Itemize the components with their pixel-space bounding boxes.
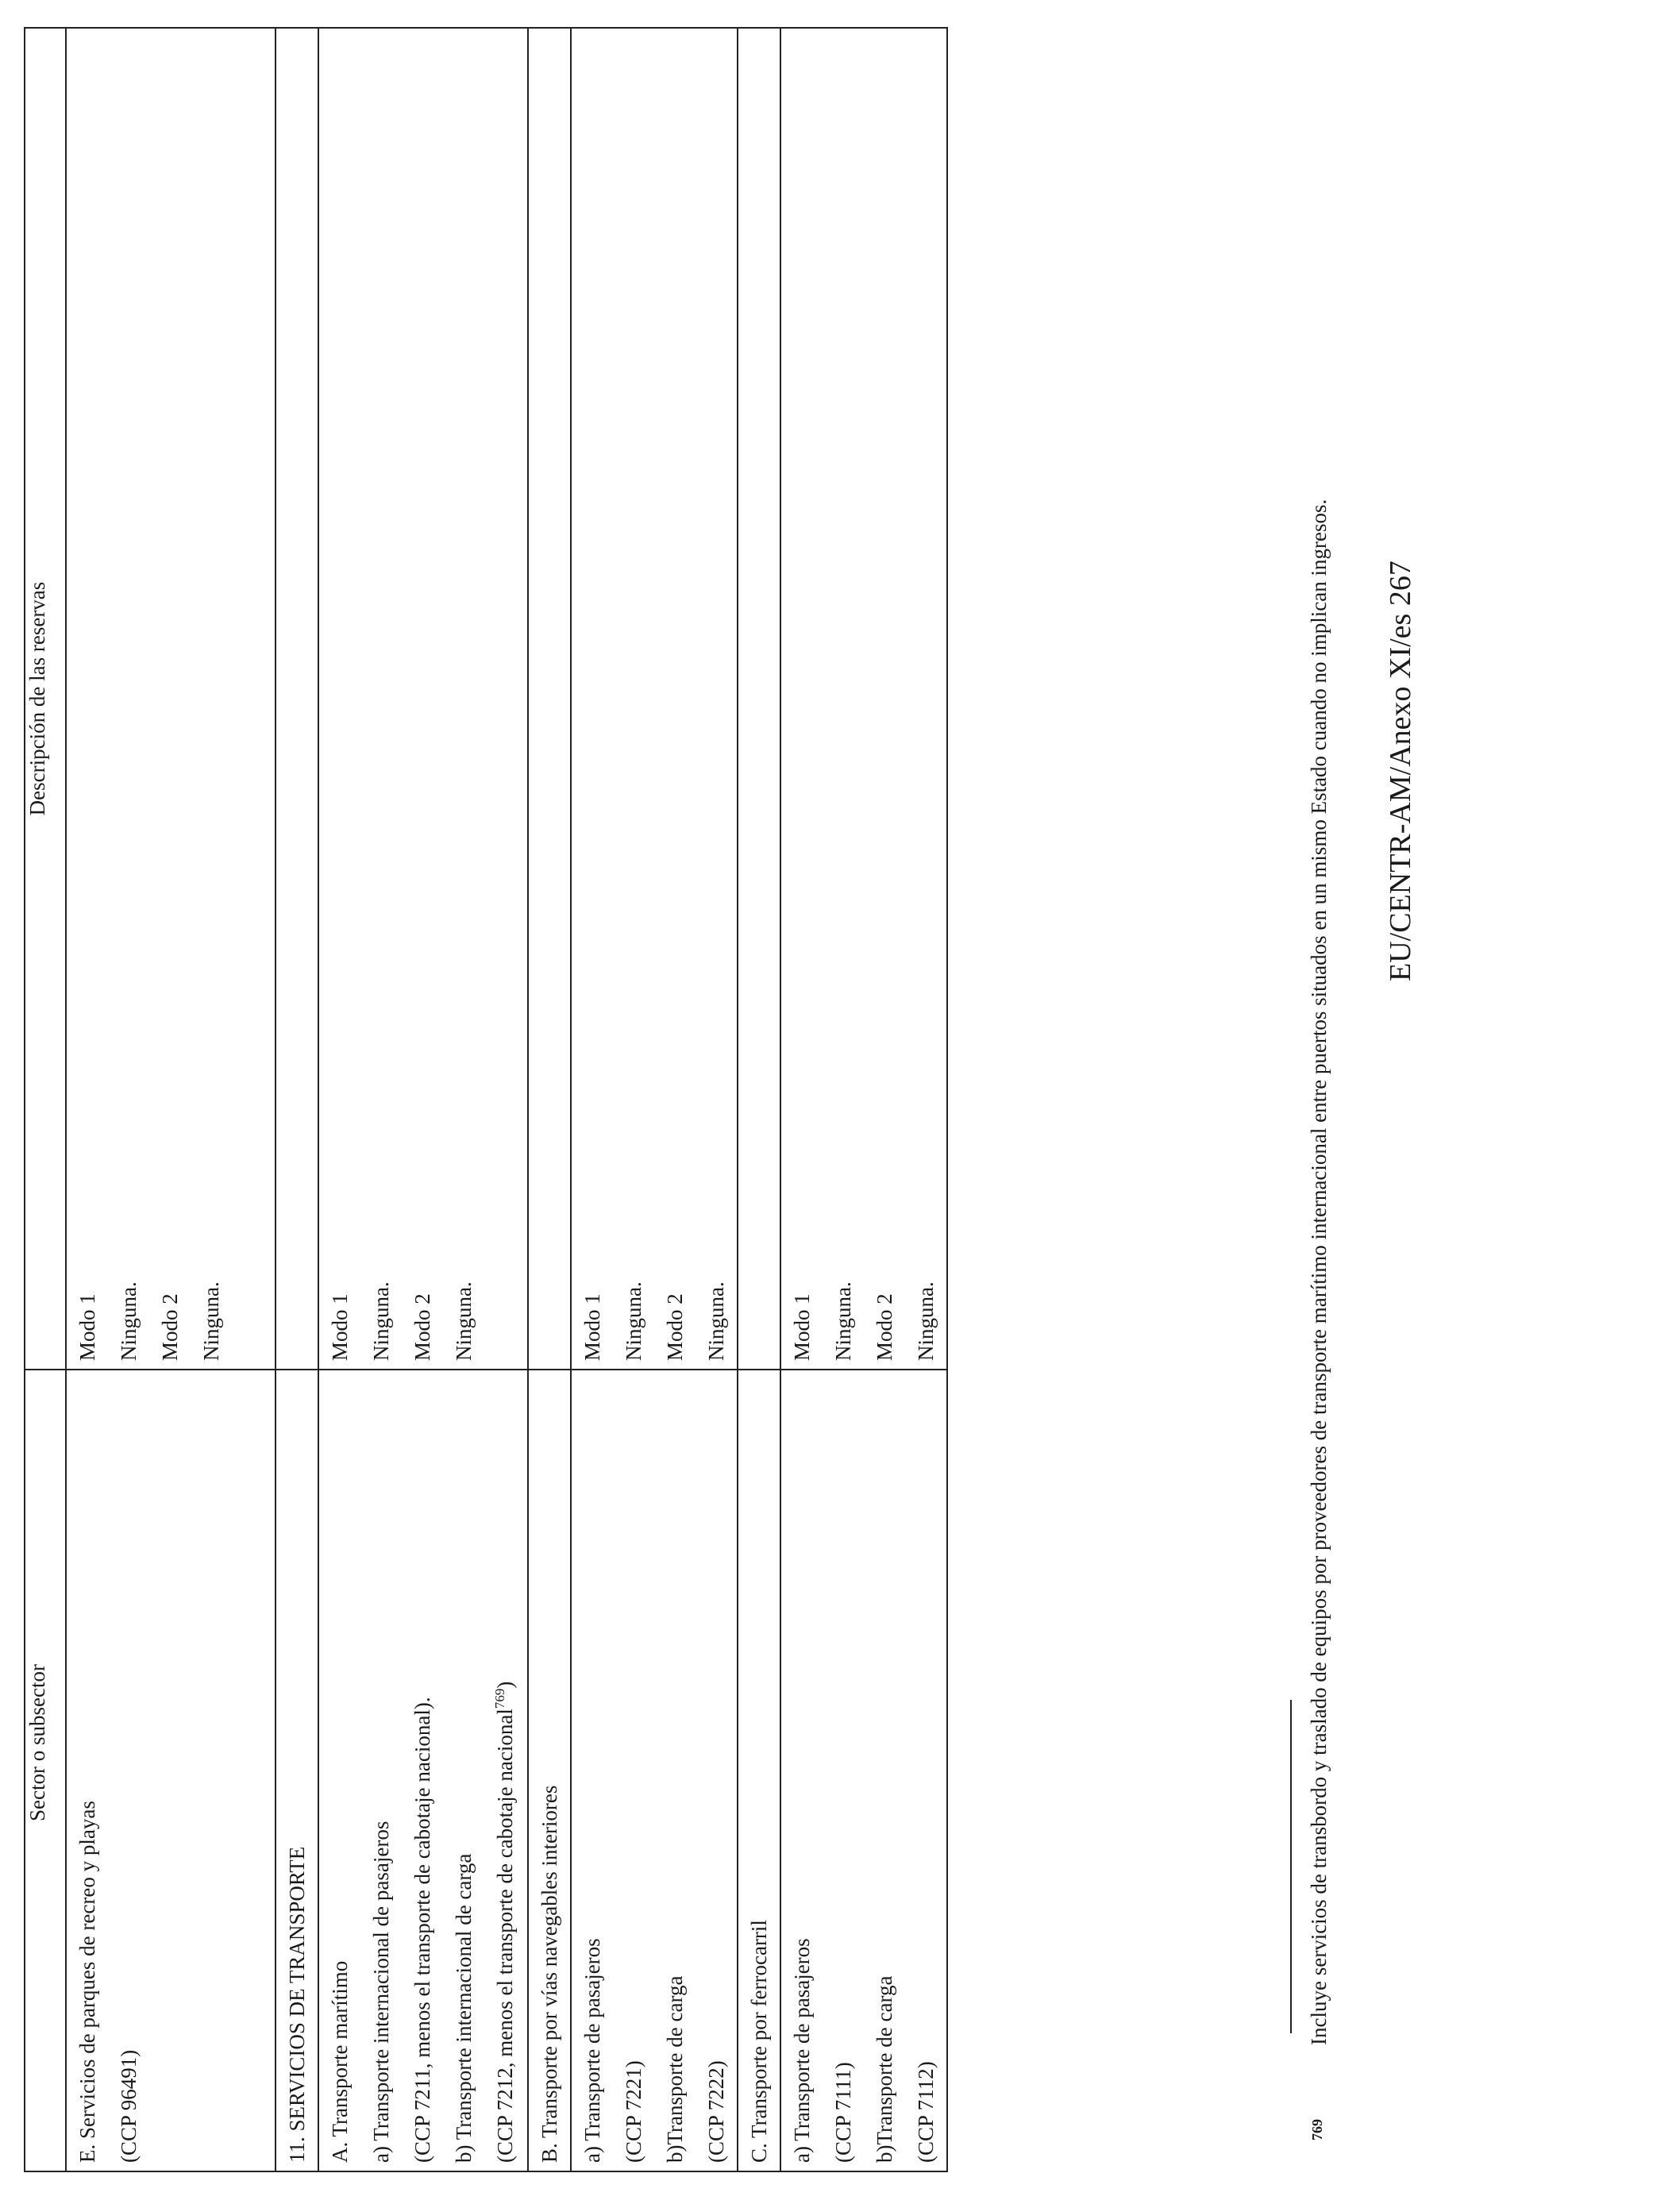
table-row bbox=[276, 28, 318, 2171]
sector-line: (CCP 96491) bbox=[117, 2049, 141, 2163]
sector-line-text: (CCP 7212, menos el transporte de cabotaje nacional bbox=[493, 1709, 517, 2163]
description-line: Ninguna. bbox=[369, 1281, 393, 1361]
table-row bbox=[738, 28, 780, 2171]
description-cell bbox=[66, 28, 276, 1370]
sector-line: a) Transporte de pasajeros bbox=[580, 1938, 604, 2163]
empty-cell bbox=[738, 28, 780, 1370]
rotated-page bbox=[0, 13, 1680, 2172]
table-row bbox=[528, 28, 571, 2171]
section-heading: 11. SERVICIOS DE TRANSPORTE bbox=[276, 1370, 318, 2171]
table-row bbox=[780, 28, 947, 2171]
footnote-text: Incluye servicios de transbordo y traslado de equipos por proveedores de transporte marítimo internacional entre puertos situados en un mismo Estado cuando no implican ingresos. bbox=[1307, 499, 1331, 2045]
description-cell bbox=[318, 28, 528, 1370]
description-line: Modo 2 bbox=[158, 1293, 182, 1361]
description-cell bbox=[780, 28, 947, 1370]
description-line: Modo 2 bbox=[410, 1293, 434, 1361]
table-row bbox=[66, 28, 276, 2171]
description-cell bbox=[571, 28, 738, 1370]
description-line: Modo 1 bbox=[790, 1293, 814, 1361]
description-line: Ninguna. bbox=[199, 1281, 223, 1361]
table-row bbox=[318, 28, 528, 2171]
footnote-number: 769 bbox=[1309, 2119, 1325, 2140]
footnote-reference: 769 bbox=[492, 1688, 507, 1709]
header-description: Descripción de las reservas bbox=[25, 28, 66, 1370]
sector-cell bbox=[66, 1370, 276, 2171]
empty-cell bbox=[528, 28, 571, 1370]
sector-line: (CCP 7222) bbox=[704, 2060, 728, 2163]
empty-cell bbox=[276, 28, 318, 1370]
subsection-heading: C. Transporte por ferrocarril bbox=[738, 1370, 780, 2171]
description-line: Modo 1 bbox=[580, 1293, 604, 1361]
table-header-row bbox=[25, 28, 66, 2171]
description-line: Modo 1 bbox=[328, 1293, 352, 1361]
sector-line: (CCP 7111) bbox=[831, 2062, 855, 2163]
sector-cell bbox=[318, 1370, 528, 2171]
description-line: Ninguna. bbox=[914, 1281, 938, 1361]
table-row bbox=[571, 28, 738, 2171]
description-line: Ninguna. bbox=[622, 1281, 645, 1361]
description-line: Ninguna. bbox=[117, 1281, 141, 1361]
sector-line: b)Transporte de carga bbox=[873, 1975, 896, 2163]
sector-line: b)Transporte de carga bbox=[663, 1975, 687, 2163]
header-sector: Sector o subsector bbox=[25, 1370, 66, 2171]
description-line: Ninguna. bbox=[831, 1281, 855, 1361]
sector-cell bbox=[571, 1370, 738, 2171]
reservations-table bbox=[24, 27, 948, 2172]
closing-paren: ) bbox=[493, 1681, 517, 1689]
sector-line: A. Transporte marítimo bbox=[328, 1960, 352, 2163]
sector-line: a) Transporte de pasajeros bbox=[790, 1938, 814, 2163]
sector-cell bbox=[780, 1370, 947, 2171]
subsection-heading: B. Transporte por vías navegables interiores bbox=[528, 1370, 571, 2171]
document-code: EU/CENTR-AM/Anexo XI/es 267 bbox=[1384, 561, 1417, 981]
sector-line bbox=[484, 1370, 526, 2171]
sector-line: (CCP 7211, menos el transporte de cabotaje nacional). bbox=[410, 1697, 434, 2163]
sector-line: b) Transporte internacional de carga bbox=[452, 1853, 476, 2163]
sector-line: (CCP 7221) bbox=[622, 2060, 645, 2163]
footnote bbox=[1305, 60, 1332, 2140]
footnote-divider bbox=[1290, 1700, 1292, 2033]
description-line: Modo 2 bbox=[663, 1293, 687, 1361]
sector-line: a) Transporte internacional de pasajeros bbox=[369, 1821, 393, 2163]
description-line: Ninguna. bbox=[452, 1281, 476, 1361]
sector-line: (CCP 7112) bbox=[914, 2061, 938, 2163]
description-line: Modo 2 bbox=[873, 1293, 896, 1361]
description-line: Modo 1 bbox=[75, 1293, 99, 1361]
sector-line: E. Servicios de parques de recreo y playas bbox=[75, 1801, 99, 2163]
description-line: Ninguna. bbox=[704, 1281, 728, 1361]
